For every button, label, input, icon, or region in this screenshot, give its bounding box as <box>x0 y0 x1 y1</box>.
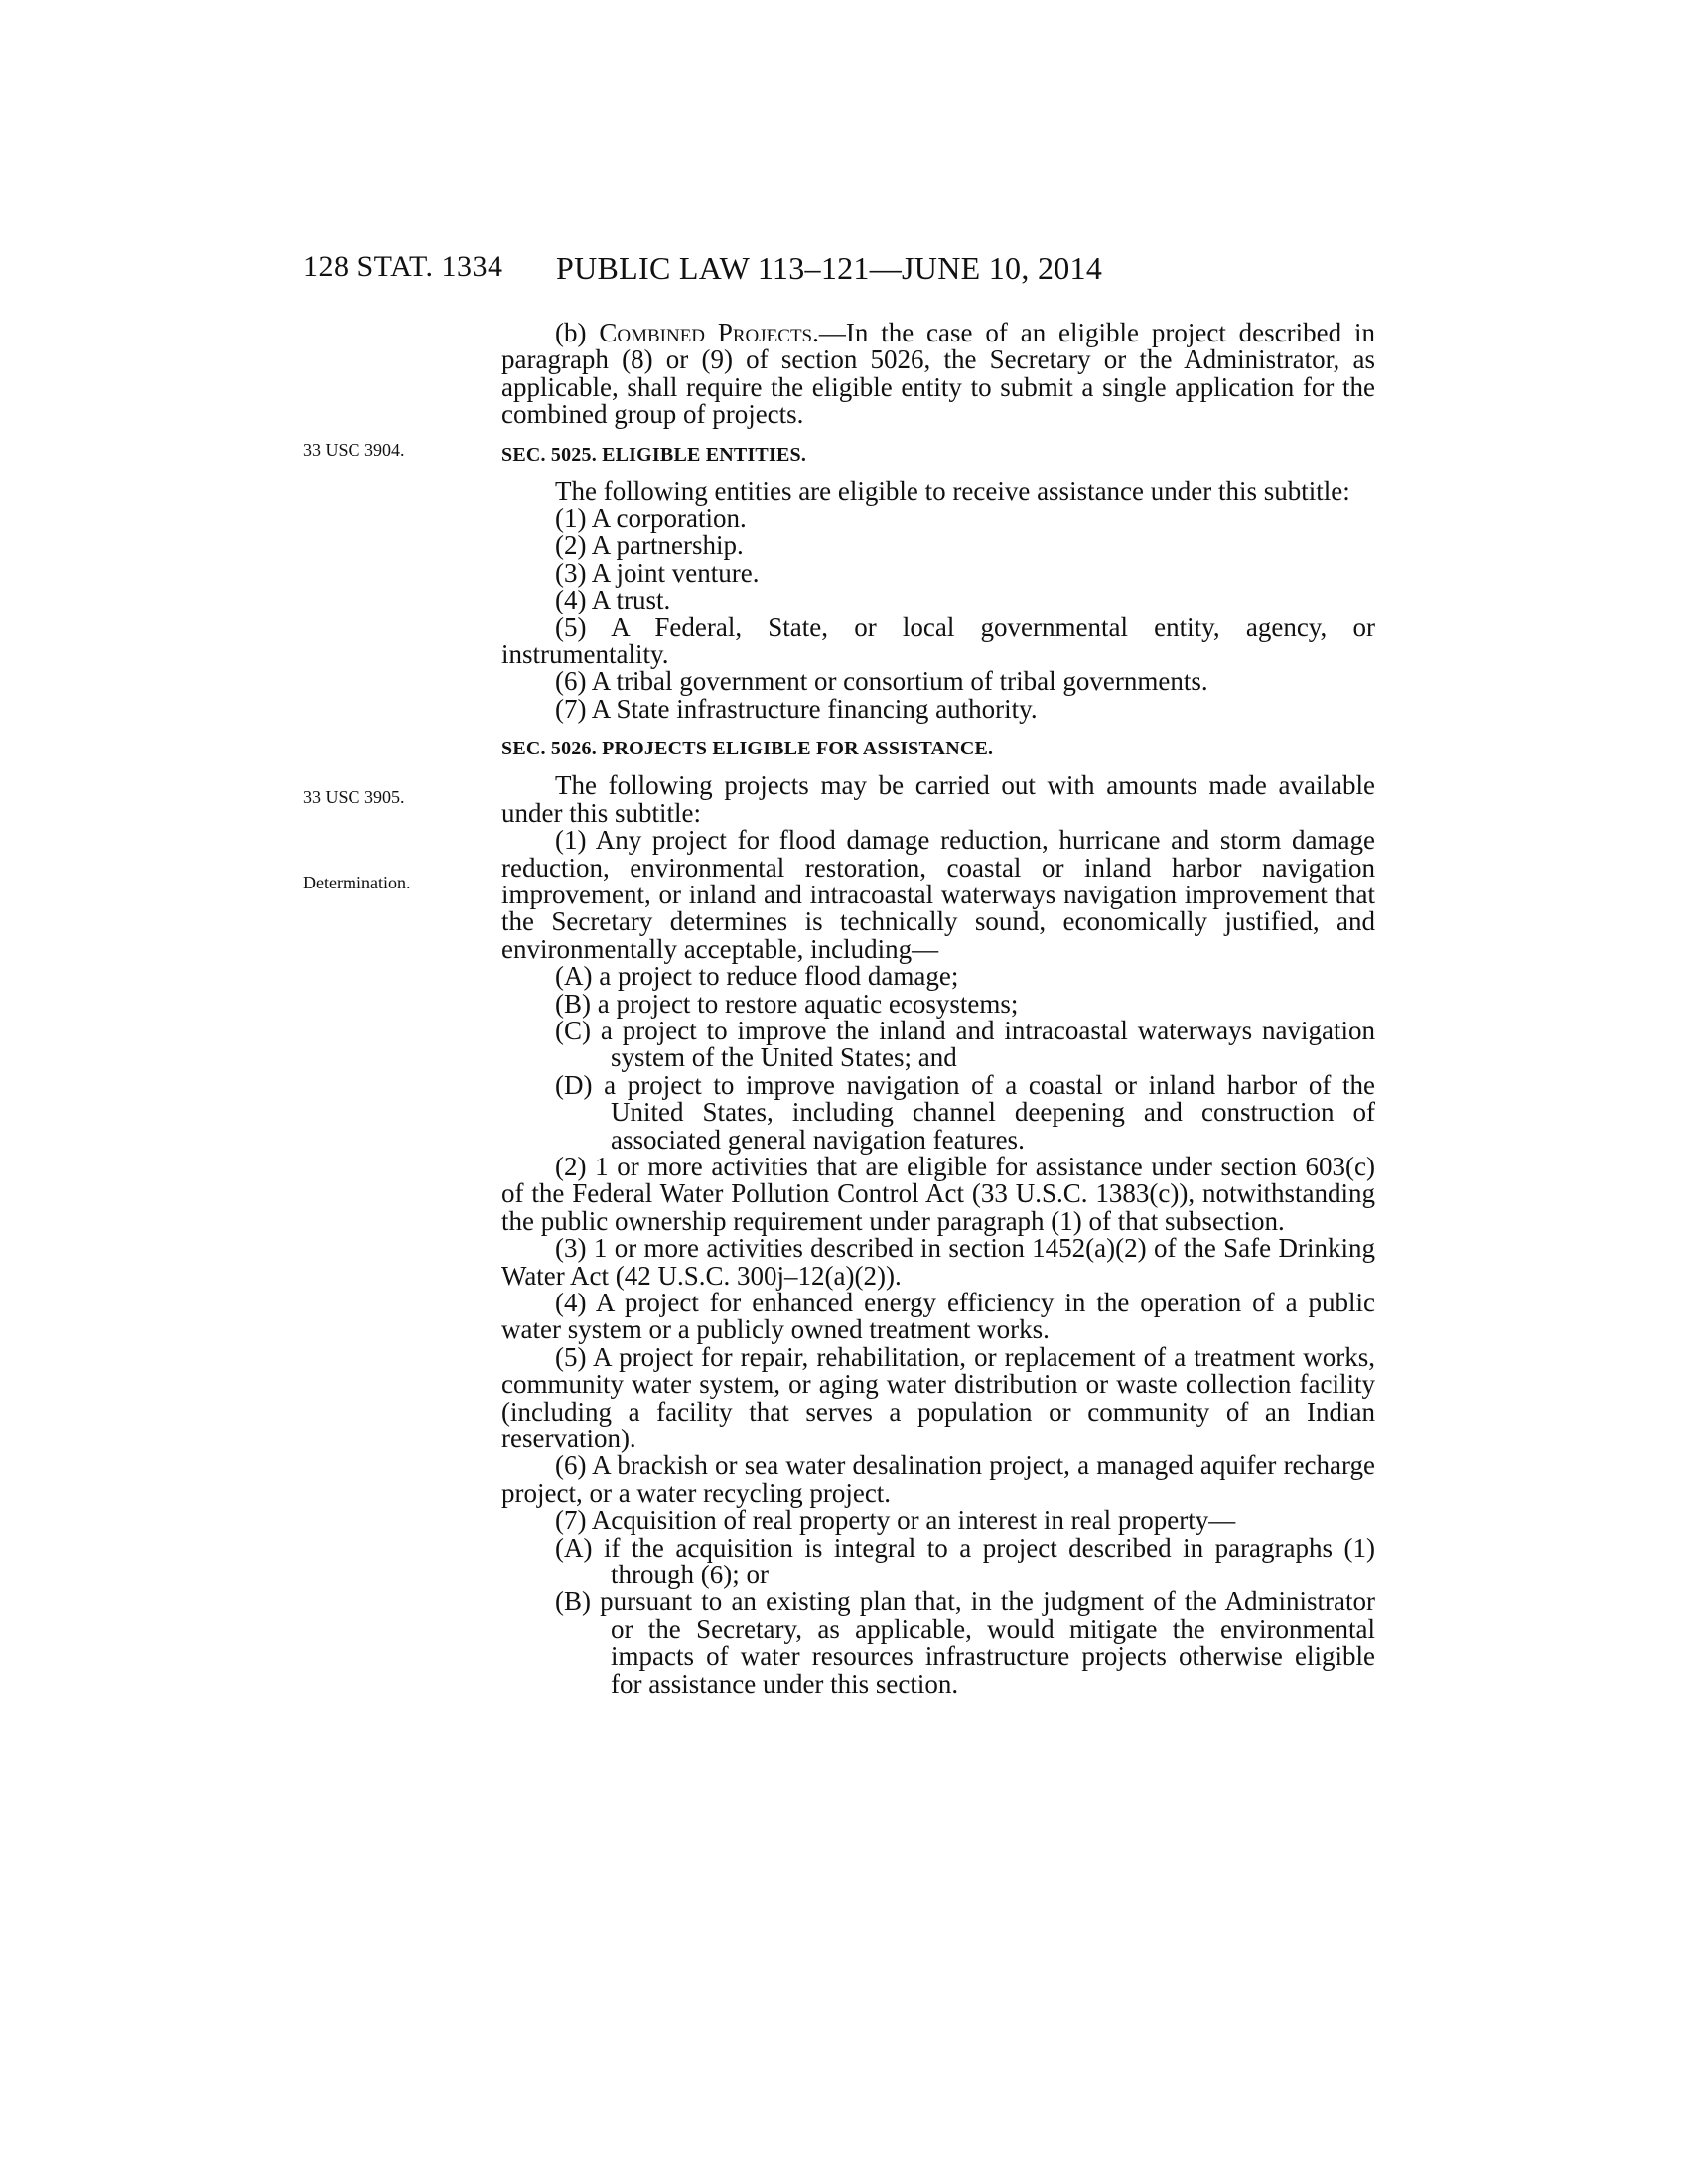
subparagraph-7a: (A) if the acquisition is integral to a project described in paragraphs (1) through (6); or <box>555 1532 1375 1590</box>
page-header <box>303 250 1236 290</box>
section-5026-intro: The following projects may be carried out with amounts made available under this subtitle: <box>501 770 1375 828</box>
subparagraph-1d: (D) a project to improve navigation of a coastal or inland harbor of the United States, including channel deepening and construction of associated general navigation features. <box>555 1069 1375 1155</box>
margin-note-3904: 33 USC 3904. <box>303 440 405 460</box>
section-5025-heading: SEC. 5025. ELIGIBLE ENTITIES. <box>501 443 807 466</box>
section-5026-heading: SEC. 5026. PROJECTS ELIGIBLE FOR ASSISTANCE. <box>501 738 994 760</box>
entity-item: (4) A trust. <box>555 585 671 615</box>
paragraph-4: (4) A project for enhanced energy efficiency in the operation of a public water system or a publicly owned treatment works. <box>501 1288 1375 1345</box>
margin-note-3905: 33 USC 3905. <box>303 787 405 807</box>
subparagraph-1b: (B) a project to restore aquatic ecosystems; <box>555 988 1019 1019</box>
paragraph-3: (3) 1 or more activities described in section 1452(a)(2) of the Safe Drinking Water Act (42 U.S.C. 300j–12(a)(2)). <box>501 1233 1375 1291</box>
subparagraph-1a: (A) a project to reduce flood damage; <box>555 961 959 992</box>
subsection-b-heading: Combined Projects. <box>599 318 819 347</box>
paragraph-1: (1) Any project for flood damage reduction, hurricane and storm damage reduction, environmental restoration, coastal or inland harbor navigation improvement, or inland and intracoastal waterways navigation improvement that the Secretary determines is technically sound, economically justified, and environmentally acceptable, including— <box>501 825 1375 964</box>
entity-item: (6) A tribal government or consortium of tribal governments. <box>555 666 1208 697</box>
paragraph-7: (7) Acquisition of real property or an interest in real property— <box>555 1505 1236 1536</box>
subparagraph-1c: (C) a project to improve the inland and intracoastal waterways navigation system of the United States; and <box>555 1015 1375 1073</box>
entity-item: (5) A Federal, State, or local governmental entity, agency, or instrumentality. <box>501 612 1375 670</box>
entity-item: (2) A partnership. <box>555 530 744 561</box>
paragraph-2: (2) 1 or more activities that are eligible for assistance under section 603(c) of the Federal Water Pollution Control Act (33 U.S.C. 1383(c)), notwithstanding the public ownership requirement under paragraph (1) of that subsection. <box>501 1151 1375 1236</box>
subparagraph-7b: (B) pursuant to an existing plan that, in the judgment of the Administrator or the Secretary, as applicable, would mitigate the environmental impacts of water resources infrastructure projects otherwise eligible for assistance under this section. <box>555 1586 1375 1699</box>
section-5025-intro: The following entities are eligible to receive assistance under this subtitle: <box>555 476 1350 506</box>
stat-page-number: 128 STAT. 1334 <box>303 250 503 283</box>
document-body <box>501 320 1375 1698</box>
entity-item: (1) A corporation. <box>555 503 747 534</box>
public-law-title: PUBLIC LAW 113–121—JUNE 10, 2014 <box>556 250 1103 286</box>
subsection-b: (b) Combined Projects.—In the case of an eligible project described in paragraph (8) or (9) of section 5026, the Secretary or the Administrator, as applicable, shall require the eligible entity to submit a single application for the combined group of projects. <box>501 318 1375 430</box>
paragraph-6: (6) A brackish or sea water desalination project, a managed aquifer recharge project, or a water recycling project. <box>501 1450 1375 1508</box>
entity-item: (3) A joint venture. <box>555 557 760 588</box>
entity-item: (7) A State infrastructure financing authority. <box>555 693 1038 724</box>
margin-note-determination: Determination. <box>303 873 411 892</box>
paragraph-5: (5) A project for repair, rehabilitation, or replacement of a treatment works, community water system, or aging water distribution or waste collection facility (including a facility that serves a population or community of an Indian reservation). <box>501 1341 1375 1454</box>
